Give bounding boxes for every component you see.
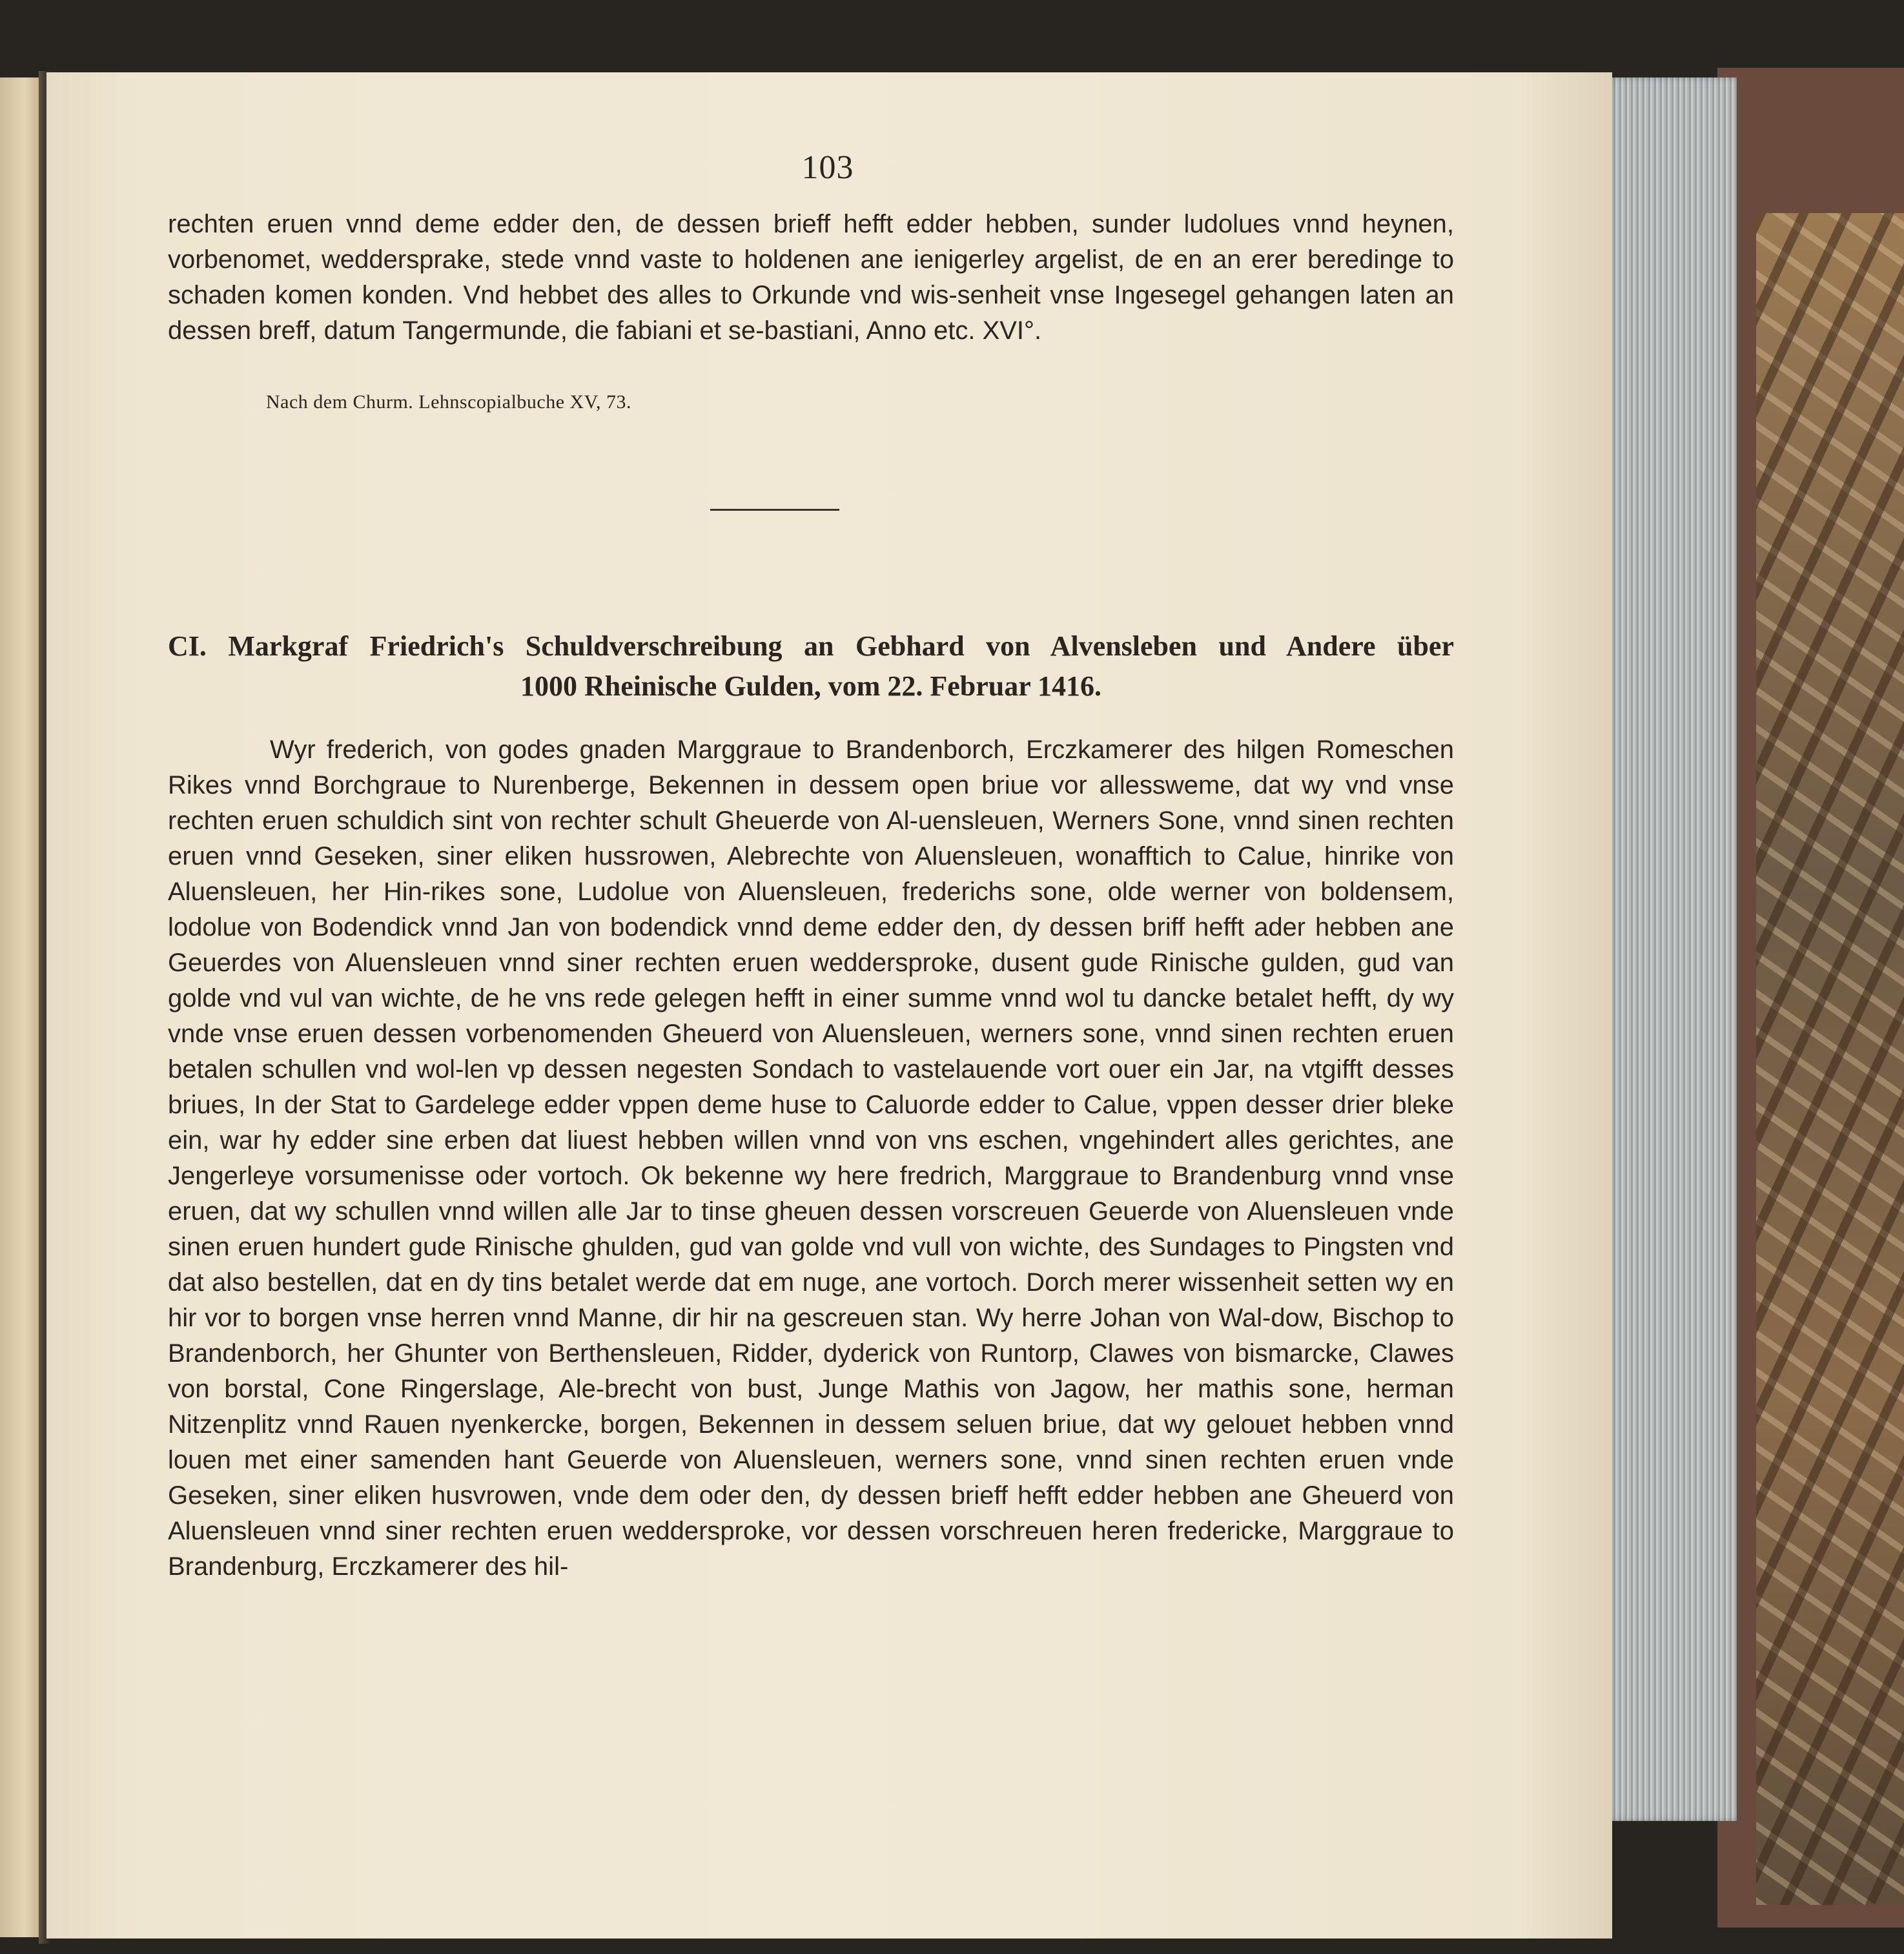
continuation-paragraph: rechten eruen vnnd deme edder den, de dessen brieff hefft edder hebben, sunder ludolues vnnd heynen, vorbenomet, weddersprake, stede vnnd vaste to holdenen ane ienigerley argelist, de en an erer beredinge to schaden komen konden. Vnd hebbet des alles to Orkunde vnd wis-senheit vnse Ingesegel gehangen laten an dessen breff, datum Tangermunde, die fabiani et se-bastiani, Anno etc. XVI°. [168,210,1454,345]
heading-line-1: CI. Markgraf Friedrich's Schuldverschreibung an Gebhard von Alvensleben und Andere über [168,630,1454,662]
document-heading [168,626,1454,706]
page-103 [46,72,1612,1939]
section-divider [710,509,839,511]
charter-body-text: Wyr frederich, von godes gnaden Marggraue to Brandenborch, Erczkamerer des hilgen Romeschen Rikes vnnd Borchgraue to Nurenberge, Bekennen in dessem open briue vor allessweme, dat wy vnd vnse rechten eruen schuldich sint von rechter schult Gheuerde von Al-uensleuen, Werners Sone, vnnd sinen rechten eruen vnnd Geseken, siner eliken hussrowen, Alebrechte von Aluensleuen, wonafftich to Calue, hinrike von Aluensleuen, her Hin-rikes sone, Ludolue von Aluensleuen, frederichs sone, olde werner von boldensem, lodolue von Bodendick vnnd Jan von bodendick vnnd deme edder den, dy dessen briff hefft ader hebben ane Geuerdes von Aluensleuen vnnd siner rechten eruen weddersproke, dusent gude Rinische gulden, gud van golde vnd vul van wichte, de he vns rede gelegen hefft in einer summe vnnd wol tu dancke betalet hefft, dy wy vnde vnse eruen dessen vorbenomenden Gheuerd von Aluensleuen, werners sone, vnnd sinen rechten eruen betalen schullen vnd wol-len vp dessen negesten Sondach to vastelauende vort ouer ein Jar, na vtgifft desses briues, In der Stat to Gardelege edder vppen deme huse to Caluorde edder to Calue, vppen desser drier bleke ein, war hy edder sine erben dat liuest hebben willen vnnd von vns eschen, vngehindert alles gerichtes, ane Jengerleye vorsumenisse oder vortoch. Ok bekenne wy here fredrich, Marggraue to Brandenburg vnnd vnse eruen, dat wy schullen vnnd willen alle Jar to tinse gheuen dessen vorscreuen Geuerde von Aluensleuen vnde sinen eruen hundert gude Rinische ghulden, gud van golde vnd vull von wichte, des Sundages to Pingsten vnd dat also bestellen, dat en dy tins betalet werde dat em nuge, ane vortoch. Dorch merer wissenheit setten wy en hir vor to borgen vnse herren vnnd Manne, dir hir na gescreuen stan. Wy herre Johan von Wal-dow, Bischop to Brandenborch, her Ghunter von Berthensleuen, Ridder, dyderick von Runtorp, Clawes von bismarcke, Clawes von borstal, Cone Ringerslage, Ale-brecht von bust, Junge Mathis von Jagow, her mathis sone, herman Nitzenplitz vnnd Rauen nyenkercke, borgen, Bekennen in dessem seluen briue, dat wy gelouet hebben vnnd louen met einer samenden hant Geuerde von Aluensleuen, werners sone, vnnd sinen rechten eruen vnde Geseken, siner eliken husvrowen, vnde dem oder den, dy dessen brieff hefft edder hebben ane Gheuerd von Aluensleuen vnnd siner rechten eruen weddersproke, vor dessen vorschreuen heren fredericke, Marggraue to Brandenburg, Erczkamerer des hil- [168,735,1454,1581]
page-block-edge [1608,77,1737,1821]
page-number: 103 [801,149,854,186]
source-note: Nach dem Churm. Lehnscopialbuche XV, 73. [266,391,631,413]
heading-line-2: 1000 Rheinische Gulden, vom 22. Februar 1416. [520,670,1101,702]
marbled-cover-paper [1756,213,1904,1905]
